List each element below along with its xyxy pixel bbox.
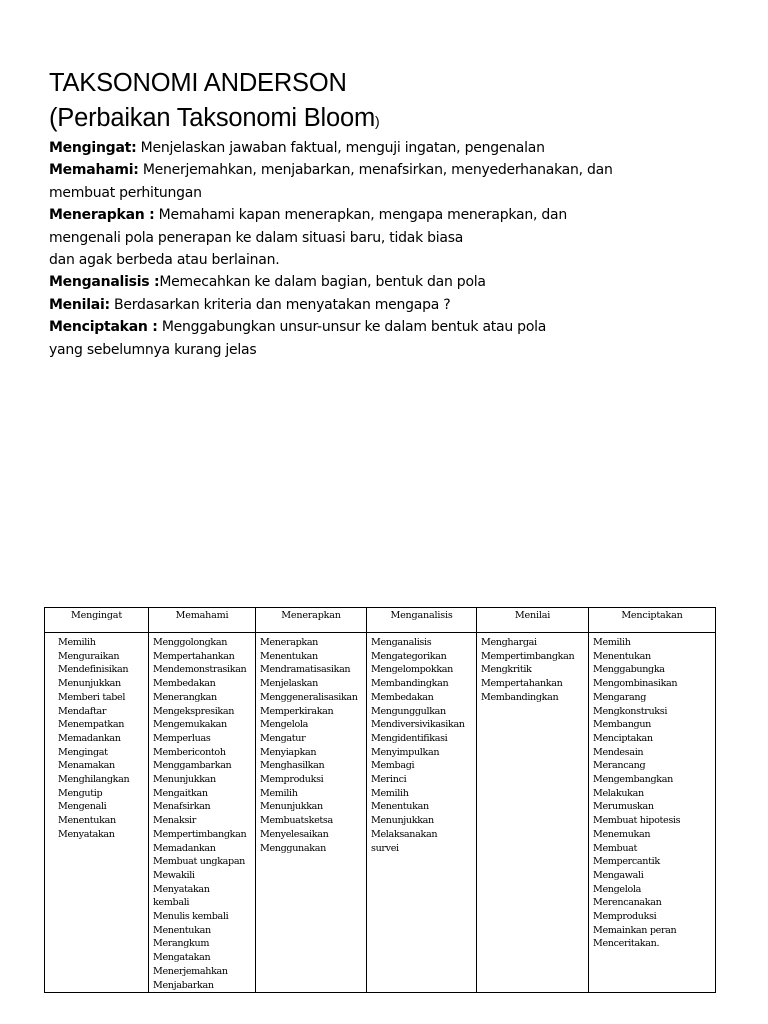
definition-text: Menerjemahkan, menjabarkan, menafsirkan, menyederhanakan, dan bbox=[138, 162, 613, 179]
header-menciptakan: Menciptakan bbox=[589, 608, 716, 633]
list-item: Merancang bbox=[593, 760, 646, 772]
header-mengingat: Mengingat bbox=[45, 608, 149, 633]
list-item: Mengkritik bbox=[481, 664, 532, 676]
list-item: Menggunakan bbox=[260, 842, 326, 854]
title-line-2-close: ) bbox=[375, 113, 380, 129]
list-item: Mendiversivikasikan bbox=[371, 719, 465, 731]
definition-line bbox=[49, 249, 689, 271]
list-item: Menemukan bbox=[593, 828, 651, 840]
list-item: Menjelaskan bbox=[260, 678, 318, 690]
list-item: Menyelesaikan bbox=[260, 828, 329, 840]
list-item: Memainkan peran bbox=[593, 924, 677, 936]
list-item: Mengidentifikasi bbox=[371, 732, 448, 744]
list-item: Menceritakan. bbox=[593, 938, 660, 950]
definitions-block bbox=[49, 137, 689, 361]
list-item: Menunjukkan bbox=[58, 678, 121, 690]
list-item: Mempertahankan bbox=[153, 650, 235, 662]
list-item: Mengelola bbox=[593, 883, 641, 895]
definition-text: Berdasarkan kriteria dan menyatakan mengapa ? bbox=[109, 296, 451, 313]
table-header-row bbox=[45, 608, 716, 633]
definition-separator: : bbox=[149, 274, 160, 291]
list-item: Memilih bbox=[260, 787, 298, 799]
definition-separator: : bbox=[147, 319, 158, 336]
list-item: Menjabarkan bbox=[153, 979, 214, 991]
definition-term: Menerapkan bbox=[49, 207, 145, 224]
list-item: Memperkirakan bbox=[260, 705, 334, 717]
list-item: Mengatur bbox=[260, 732, 306, 744]
list-item: Melakukan bbox=[593, 787, 644, 799]
list-item: Menyiapkan bbox=[260, 746, 317, 758]
definition-line bbox=[49, 271, 689, 293]
list-item: Memilih bbox=[58, 637, 96, 648]
list-item: Menerjemahkan bbox=[153, 965, 228, 977]
list-item: Menghasilkan bbox=[260, 760, 325, 772]
list-item: Menyatakan bbox=[153, 883, 210, 895]
list-item: Merumuskan bbox=[593, 801, 654, 813]
table-body-row bbox=[45, 633, 716, 993]
header-menilai: Menilai bbox=[477, 608, 589, 633]
definition-term: Mengingat bbox=[49, 140, 132, 156]
list-item: Menentukan bbox=[371, 801, 429, 813]
list-item: Menaksir bbox=[153, 815, 196, 827]
header-menerapkan: Menerapkan bbox=[256, 608, 367, 633]
list-item: Mendesain bbox=[593, 746, 644, 758]
list-item: Menulis kembali bbox=[153, 911, 229, 923]
list-item: Membericontoh bbox=[153, 746, 226, 758]
definition-line bbox=[49, 182, 689, 204]
list-item: Mempercantik bbox=[593, 856, 660, 868]
list-item: Menempatkan bbox=[58, 719, 125, 731]
list-item: Menentukan bbox=[58, 815, 116, 827]
title-line-1: TAKSONOMI ANDERSON bbox=[49, 69, 347, 97]
definition-text: Memecahkan ke dalam bagian, bentuk dan pola bbox=[159, 274, 486, 291]
definition-line bbox=[49, 159, 689, 181]
list-item: Memilih bbox=[371, 787, 409, 799]
list-item: Mempertahankan bbox=[481, 678, 563, 690]
list-item: Mengarang bbox=[593, 691, 647, 703]
definition-separator: : bbox=[133, 162, 139, 179]
definition-continuation: dan agak berbeda atau berlainan. bbox=[49, 251, 280, 268]
list-item: Membedakan bbox=[153, 678, 216, 690]
list-item: Menggambarkan bbox=[153, 760, 232, 772]
list-item: Mengekspresikan bbox=[153, 705, 235, 717]
definition-line bbox=[49, 137, 689, 159]
definition-line bbox=[49, 204, 689, 226]
header-memahami: Memahami bbox=[149, 608, 256, 633]
list-item: Memperluas bbox=[153, 732, 211, 744]
list-item: Membangun bbox=[593, 719, 651, 731]
list-item: Mengategorikan bbox=[371, 650, 447, 662]
list-item: Menunjukkan bbox=[260, 801, 323, 813]
column-mengingat bbox=[45, 633, 149, 993]
definition-continuation: membuat perhitungan bbox=[49, 184, 202, 201]
list-item: Menggabungka bbox=[593, 664, 665, 676]
title-line-2 bbox=[49, 101, 689, 139]
definition-line bbox=[49, 316, 689, 338]
definition-term: Menciptakan bbox=[49, 319, 148, 336]
list-item: survei bbox=[371, 842, 399, 854]
title-line-2-text: (Perbaikan Taksonomi Bloom bbox=[49, 104, 375, 132]
list-item: Mempertimbangkan bbox=[481, 650, 575, 662]
list-item: Mengkonstruksi bbox=[593, 705, 668, 717]
column-menerapkan bbox=[256, 633, 367, 993]
list-item: Memadankan bbox=[58, 732, 121, 744]
list-item: Menentukan bbox=[153, 924, 211, 936]
definition-term: Menilai bbox=[49, 296, 105, 313]
list-item: Merangkum bbox=[153, 938, 210, 950]
list-item: Membuat bbox=[593, 842, 638, 854]
list-item: Mengelola bbox=[260, 719, 308, 731]
definition-text: Menjelaskan jawaban faktual, menguji ingatan, pengenalan bbox=[136, 140, 545, 156]
list-item: Merinci bbox=[371, 774, 407, 786]
list-item: Membuat ungkapan bbox=[153, 856, 246, 868]
list-item: Memilih bbox=[593, 637, 631, 648]
definition-text: Memahami kapan menerapkan, mengapa menerapkan, dan bbox=[154, 207, 567, 224]
list-item: Mengutip bbox=[58, 787, 103, 799]
list-item: Menentukan bbox=[260, 650, 318, 662]
list-item: Menciptakan bbox=[593, 732, 653, 744]
list-item: Mendaftar bbox=[58, 705, 107, 717]
list-item: Mendramatisasikan bbox=[260, 664, 351, 676]
definition-separator: : bbox=[104, 296, 110, 313]
list-item: Mengunggulkan bbox=[371, 705, 446, 717]
list-item: kembali bbox=[153, 897, 190, 909]
definition-separator: : bbox=[144, 207, 155, 224]
list-item: Menafsirkan bbox=[153, 801, 211, 813]
list-item: Membandingkan bbox=[371, 678, 449, 690]
list-item: Menggolongkan bbox=[153, 637, 228, 648]
list-item: Membuat hipotesis bbox=[593, 815, 681, 827]
definition-term: Menganalisis bbox=[49, 274, 150, 291]
taxonomy-table bbox=[44, 607, 716, 993]
definition-term: Memahami bbox=[49, 162, 134, 179]
definition-line bbox=[49, 227, 689, 249]
list-item: Menyimpulkan bbox=[371, 746, 440, 758]
list-item: Mengenali bbox=[58, 801, 107, 813]
list-item: Menerapkan bbox=[260, 637, 319, 648]
list-item: Mengemukakan bbox=[153, 719, 227, 731]
document-title bbox=[49, 66, 689, 139]
list-item: Menyatakan bbox=[58, 828, 115, 840]
header-menganalisis: Menganalisis bbox=[367, 608, 477, 633]
list-item: Membedakan bbox=[371, 691, 434, 703]
list-item: Memadankan bbox=[153, 842, 216, 854]
list-item: Mengingat bbox=[58, 746, 108, 758]
list-item: Mengombinasikan bbox=[593, 678, 678, 690]
list-item: Menamakan bbox=[58, 760, 115, 772]
list-item: Mewakili bbox=[153, 869, 195, 881]
list-item: Mengawali bbox=[593, 869, 644, 881]
list-item: Membuatsketsa bbox=[260, 815, 333, 827]
definition-text: Menggabungkan unsur-unsur ke dalam bentuk atau pola bbox=[157, 319, 547, 336]
list-item: Menggeneralisasikan bbox=[260, 691, 358, 703]
list-item: Mengatakan bbox=[153, 952, 211, 964]
list-item: Menghargai bbox=[481, 637, 537, 648]
list-item: Menghilangkan bbox=[58, 774, 130, 786]
list-item: Menguraikan bbox=[58, 650, 120, 662]
list-item: Mengaitkan bbox=[153, 787, 208, 799]
column-memahami bbox=[149, 633, 256, 993]
list-item: Membandingkan bbox=[481, 691, 559, 703]
definition-line bbox=[49, 339, 689, 361]
column-menilai bbox=[477, 633, 589, 993]
list-item: Menunjukkan bbox=[371, 815, 434, 827]
list-item: Memberi tabel bbox=[58, 691, 126, 703]
definition-line bbox=[49, 294, 689, 316]
list-item: Mendemonstrasikan bbox=[153, 664, 247, 676]
list-item: Membagi bbox=[371, 760, 415, 772]
list-item: Mengembangkan bbox=[593, 774, 673, 786]
list-item: Menerangkan bbox=[153, 691, 217, 703]
list-item: Mempertimbangkan bbox=[153, 828, 247, 840]
list-item: Menentukan bbox=[593, 650, 651, 662]
definition-continuation: mengenali pola penerapan ke dalam situasi baru, tidak biasa bbox=[49, 229, 464, 246]
list-item: Melaksanakan bbox=[371, 828, 438, 840]
definition-separator: : bbox=[131, 140, 137, 156]
list-item: Memproduksi bbox=[593, 911, 657, 923]
list-item: Menganalisis bbox=[371, 637, 432, 648]
list-item: Mendefinisikan bbox=[58, 664, 129, 676]
column-menciptakan bbox=[589, 633, 716, 993]
definition-continuation: yang sebelumnya kurang jelas bbox=[49, 341, 257, 358]
list-item: Menunjukkan bbox=[153, 774, 216, 786]
list-item: Memproduksi bbox=[260, 774, 324, 786]
column-menganalisis bbox=[367, 633, 477, 993]
list-item: Merencanakan bbox=[593, 897, 662, 909]
list-item: Mengelompokkan bbox=[371, 664, 453, 676]
